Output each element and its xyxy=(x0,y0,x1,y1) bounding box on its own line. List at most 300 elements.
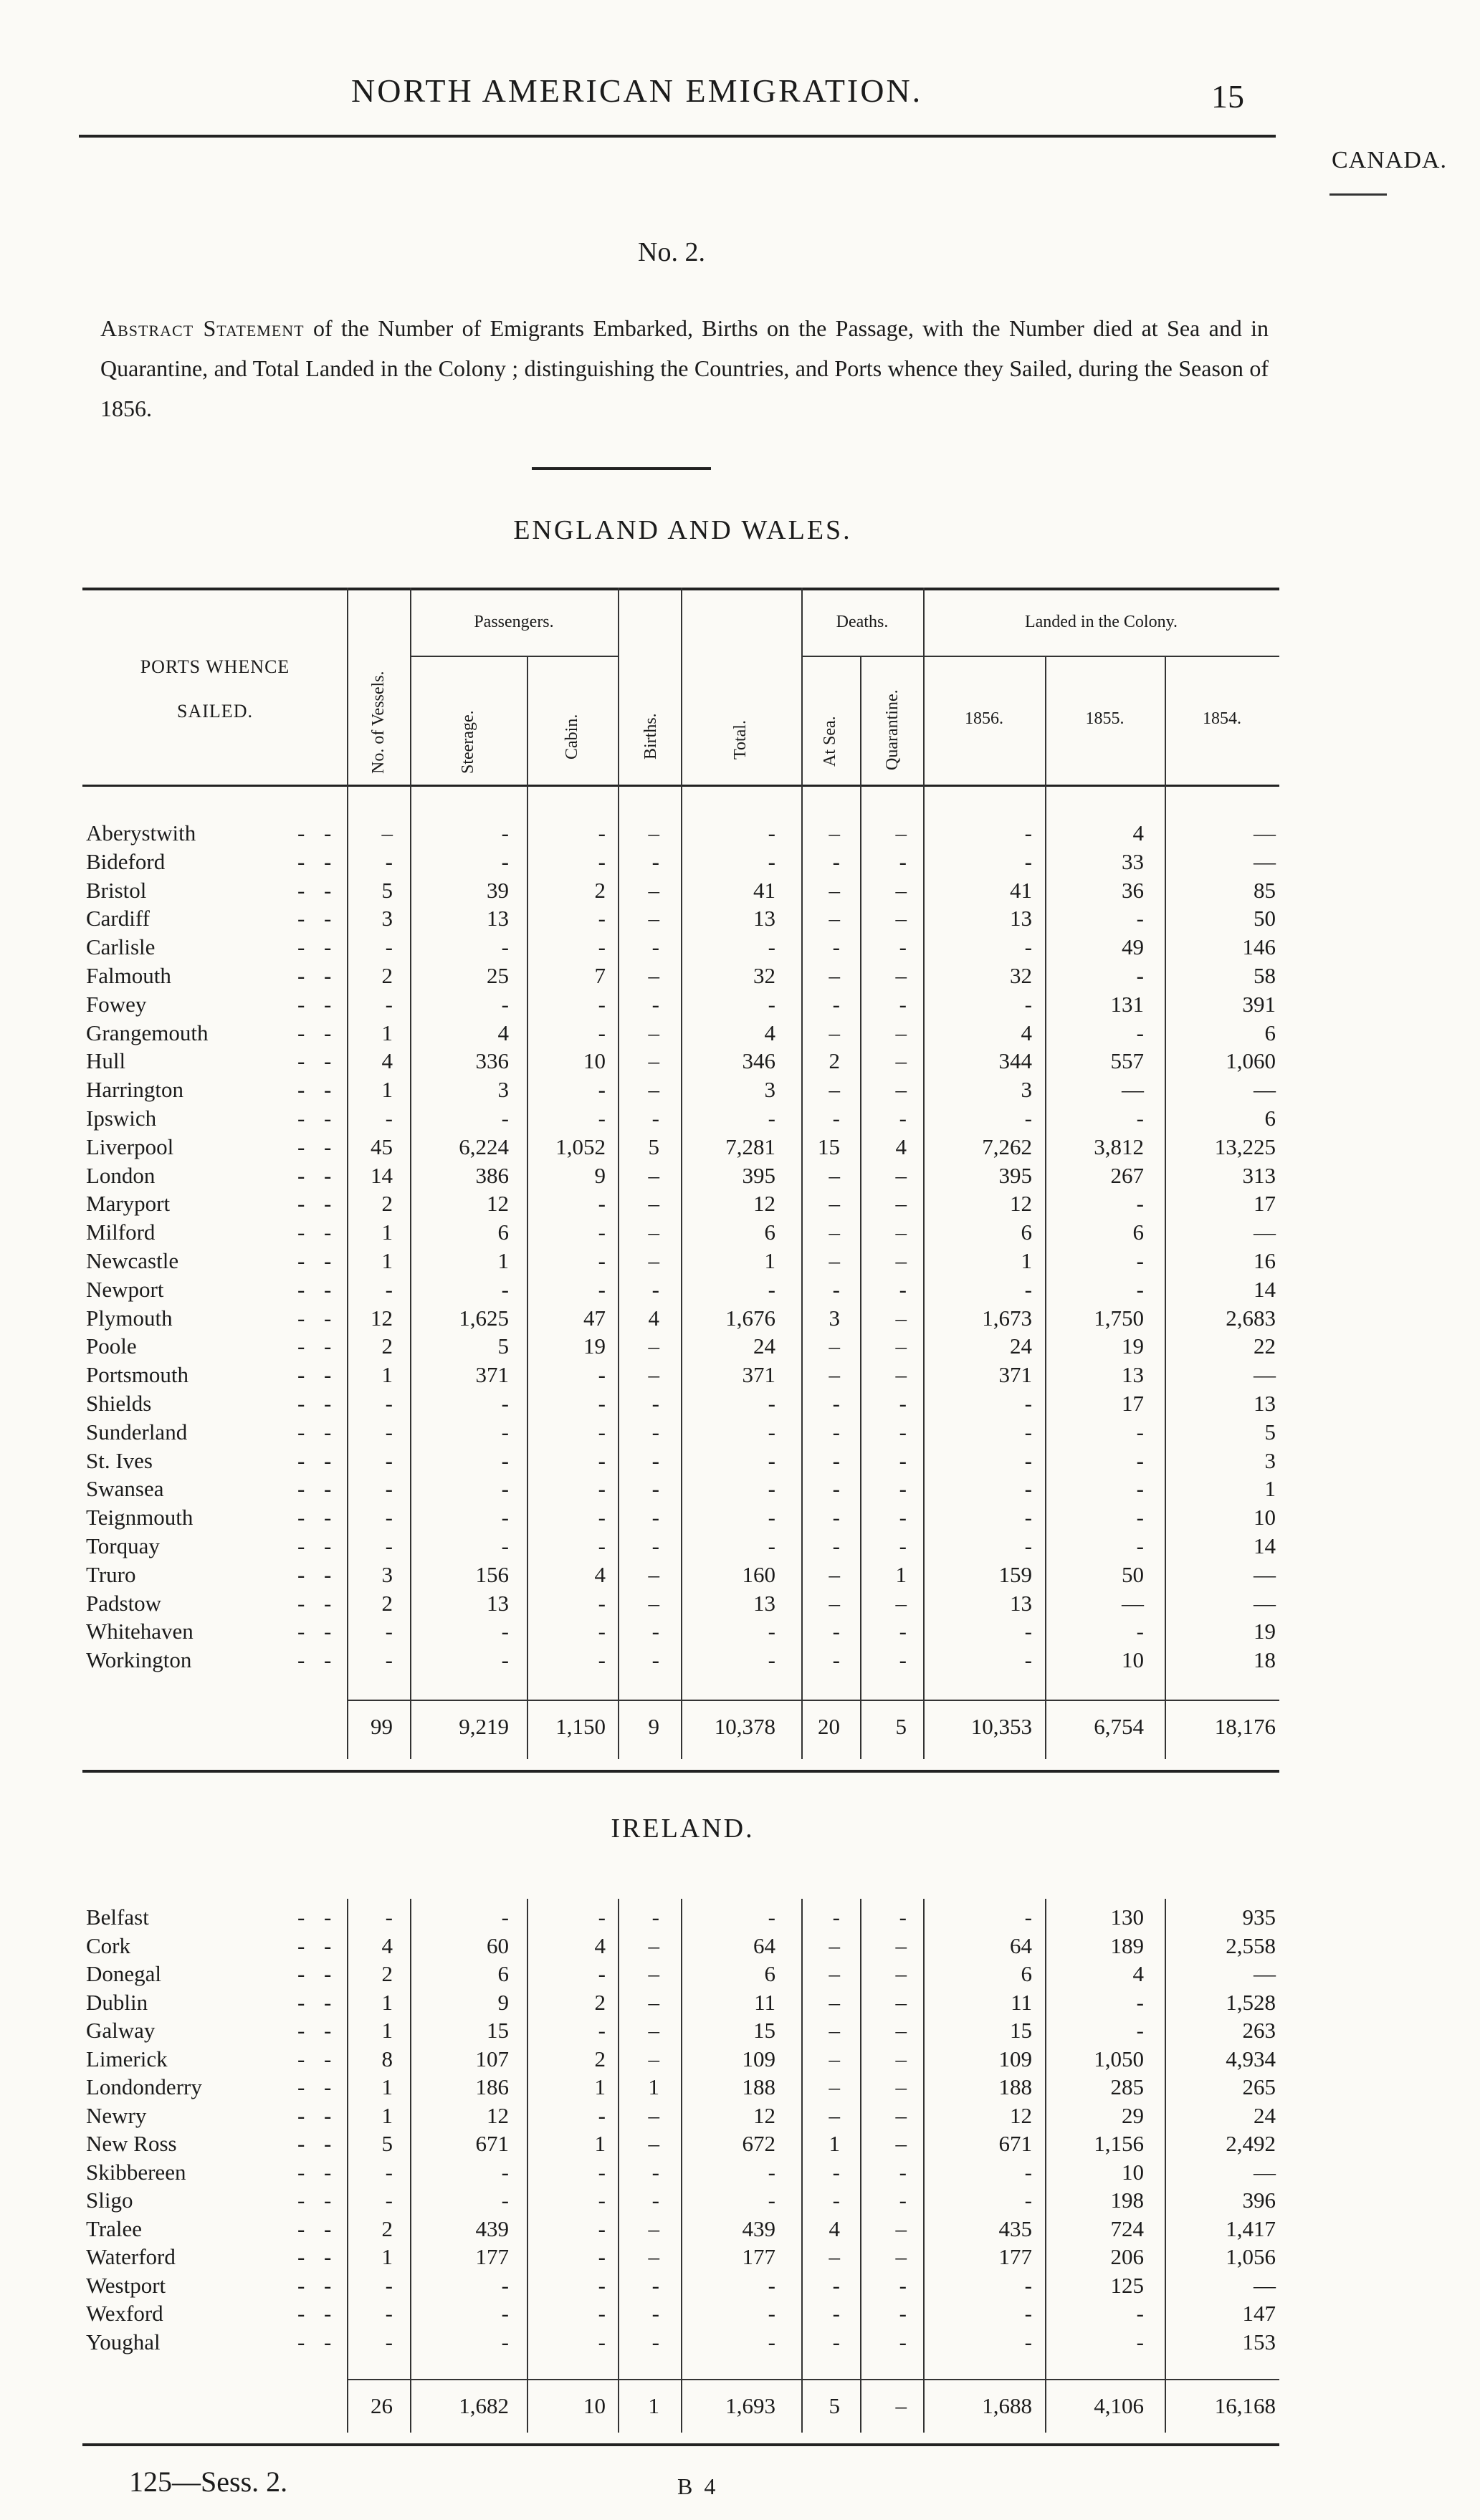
cell-at-sea: 2 xyxy=(829,1048,840,1073)
cell-quarantine: – xyxy=(895,1990,907,2015)
cell-total: 371 xyxy=(742,1362,775,1387)
cell-l1856: - xyxy=(1024,1533,1032,1558)
cell-steerage: - xyxy=(501,1619,509,1644)
cell-quarantine: – xyxy=(895,2103,907,2128)
cell-total: 24 xyxy=(753,1333,775,1359)
cell-cabin: - xyxy=(598,934,606,959)
cell-births: – xyxy=(648,2131,659,2156)
cell-l1856: 12 xyxy=(1010,2103,1032,2128)
cell-total: - xyxy=(768,1505,775,1530)
cell-steerage: 186 xyxy=(475,2074,509,2099)
cell-vessels: - xyxy=(385,1533,393,1558)
leader-dash: - xyxy=(324,2301,332,2326)
cell-steerage: - xyxy=(501,934,509,959)
cell-l1854: 58 xyxy=(1254,963,1276,988)
cell-births: – xyxy=(648,2216,659,2241)
cell-total: 12 xyxy=(753,1191,775,1216)
cell-at-sea: – xyxy=(829,1020,840,1045)
cell-cabin: 7 xyxy=(594,963,606,988)
cell-l1854: 146 xyxy=(1242,934,1276,959)
totals-row xyxy=(0,1714,1480,1743)
cell-cabin: - xyxy=(598,2103,606,2128)
port-name: Maryport xyxy=(86,1191,171,1216)
total-l1856: 10,353 xyxy=(970,1714,1032,1739)
cell-at-sea: – xyxy=(829,1591,840,1616)
cell-l1854: 14 xyxy=(1254,1277,1276,1302)
leader-dash: - xyxy=(324,1191,332,1216)
leader-dash: - xyxy=(324,849,332,874)
vessels-header: No. of Vessels. xyxy=(369,671,388,774)
total-steerage: 1,682 xyxy=(459,2393,509,2418)
total-at-sea: 20 xyxy=(818,1714,840,1739)
table-row xyxy=(0,1248,1480,1277)
landed-subrule xyxy=(923,656,1279,657)
cell-births: – xyxy=(648,1163,659,1188)
cell-l1856: 15 xyxy=(1010,2018,1032,2043)
port-name: Torquay xyxy=(86,1533,160,1558)
port-name: Cork xyxy=(86,1933,130,1958)
cell-at-sea: – xyxy=(829,906,840,931)
cell-quarantine: - xyxy=(899,1277,907,1302)
cell-l1854: — xyxy=(1254,1077,1276,1102)
port-name: Waterford xyxy=(86,2244,176,2269)
cell-at-sea: - xyxy=(832,1905,840,1930)
cell-cabin: - xyxy=(598,1419,606,1445)
cell-quarantine: – xyxy=(895,2046,907,2071)
cabin-header: Cabin. xyxy=(563,714,581,760)
header-1854: 1854. xyxy=(1203,709,1241,728)
cell-at-sea: - xyxy=(832,1277,840,1302)
cell-l1855: — xyxy=(1122,1591,1144,1616)
cell-vessels: 1 xyxy=(381,2074,393,2099)
cell-births: – xyxy=(648,2244,659,2269)
cell-births: – xyxy=(648,1248,659,1273)
cell-quarantine: – xyxy=(895,1220,907,1245)
cell-at-sea: - xyxy=(832,2188,840,2213)
cell-births: - xyxy=(651,992,659,1017)
cell-cabin: - xyxy=(598,1591,606,1616)
cell-cabin: - xyxy=(598,2329,606,2354)
cell-total: 6 xyxy=(764,1961,775,1986)
cell-vessels: 1 xyxy=(381,1362,393,1387)
leader-dash: - xyxy=(297,1562,305,1587)
port-name: Donegal xyxy=(86,1961,162,1986)
leader-dash: - xyxy=(297,1020,305,1045)
cell-vessels: 1 xyxy=(381,2244,393,2269)
leader-dash: - xyxy=(324,1220,332,1245)
cell-l1855: 29 xyxy=(1122,2103,1144,2128)
cell-cabin: - xyxy=(598,849,606,874)
table-row xyxy=(0,2244,1480,2273)
cell-l1854: 1 xyxy=(1264,1476,1276,1501)
cell-quarantine: - xyxy=(899,849,907,874)
cell-births: - xyxy=(651,2273,659,2298)
cell-quarantine: – xyxy=(895,1362,907,1387)
cell-cabin: - xyxy=(598,1362,606,1387)
cell-l1856: 41 xyxy=(1010,878,1032,903)
cell-l1855: 3,812 xyxy=(1094,1134,1144,1159)
cell-vessels: – xyxy=(381,820,393,845)
port-name: Cardiff xyxy=(86,906,150,931)
port-name: Youghal xyxy=(86,2329,161,2354)
cell-total: 7,281 xyxy=(725,1134,775,1159)
table-row xyxy=(0,878,1480,906)
cell-births: - xyxy=(651,849,659,874)
cell-quarantine: - xyxy=(899,1391,907,1416)
cell-cabin: - xyxy=(598,2273,606,2298)
cell-l1855: - xyxy=(1136,1419,1144,1445)
cell-vessels: - xyxy=(385,1419,393,1445)
cell-cabin: 9 xyxy=(594,1163,606,1188)
totals-rule xyxy=(347,2379,1279,2380)
cell-steerage: - xyxy=(501,2188,509,2213)
cell-cabin: - xyxy=(598,2018,606,2043)
leader-dash: - xyxy=(297,2046,305,2071)
total-cabin: 1,150 xyxy=(555,1714,606,1739)
cell-total: - xyxy=(768,934,775,959)
cell-l1855: - xyxy=(1136,1277,1144,1302)
port-name: Londonderry xyxy=(86,2074,202,2099)
cell-at-sea: - xyxy=(832,2329,840,2354)
cell-total: 439 xyxy=(742,2216,775,2241)
leader-dash: - xyxy=(297,2131,305,2156)
cell-quarantine: – xyxy=(895,878,907,903)
cell-vessels: - xyxy=(385,2301,393,2326)
cell-vessels: 3 xyxy=(381,906,393,931)
cell-quarantine: - xyxy=(899,1505,907,1530)
leader-dash: - xyxy=(324,1048,332,1073)
cell-l1856: - xyxy=(1024,1391,1032,1416)
leader-dash: - xyxy=(297,1305,305,1331)
cell-steerage: - xyxy=(501,1448,509,1473)
table-row xyxy=(0,1106,1480,1134)
cell-l1854: 4,934 xyxy=(1226,2046,1276,2071)
cell-l1854: 19 xyxy=(1254,1619,1276,1644)
cell-l1856: 671 xyxy=(998,2131,1032,2156)
cell-steerage: 12 xyxy=(487,1191,509,1216)
leader-dash: - xyxy=(324,2244,332,2269)
cell-l1854: — xyxy=(1254,1961,1276,1986)
cell-steerage: 6 xyxy=(497,1961,509,1986)
cell-l1856: - xyxy=(1024,2188,1032,2213)
cell-cabin: - xyxy=(598,1905,606,1930)
cell-vessels: 1 xyxy=(381,1020,393,1045)
cell-l1856: 1 xyxy=(1021,1248,1032,1273)
cell-vessels: 12 xyxy=(371,1305,393,1331)
cell-total: - xyxy=(768,2188,775,2213)
cell-at-sea: – xyxy=(829,878,840,903)
section-title-england: ENGLAND AND WALES. xyxy=(513,515,852,545)
cell-total: 6 xyxy=(764,1220,775,1245)
cell-steerage: - xyxy=(501,1106,509,1131)
table-row xyxy=(0,2018,1480,2046)
cell-l1854: 2,558 xyxy=(1226,1933,1276,1958)
cell-at-sea: – xyxy=(829,2244,840,2269)
cell-vessels: - xyxy=(385,1905,393,1930)
cell-steerage: 3 xyxy=(497,1077,509,1102)
table-row xyxy=(0,2273,1480,2301)
cell-quarantine: – xyxy=(895,2018,907,2043)
cell-births: - xyxy=(651,1419,659,1445)
cell-cabin: - xyxy=(598,820,606,845)
cell-cabin: 4 xyxy=(594,1562,606,1587)
cell-births: – xyxy=(648,2103,659,2128)
cell-vessels: 2 xyxy=(381,963,393,988)
cell-vessels: 14 xyxy=(371,1163,393,1188)
leader-dash: - xyxy=(297,1505,305,1530)
table-row xyxy=(0,2074,1480,2103)
leader-dash: - xyxy=(324,1533,332,1558)
port-name: Padstow xyxy=(86,1591,162,1616)
cell-l1855: 198 xyxy=(1110,2188,1144,2213)
cell-l1854: 263 xyxy=(1242,2018,1276,2043)
cell-at-sea: - xyxy=(832,992,840,1017)
leader-dash: - xyxy=(297,1391,305,1416)
leader-dash: - xyxy=(324,2018,332,2043)
leader-dash: - xyxy=(324,992,332,1017)
cell-quarantine: 4 xyxy=(895,1134,907,1159)
cell-at-sea: – xyxy=(829,1333,840,1359)
table-row xyxy=(0,1048,1480,1077)
port-name: Sunderland xyxy=(86,1419,188,1445)
cell-l1856: 11 xyxy=(1011,1990,1032,2015)
cell-l1855: 1,750 xyxy=(1094,1305,1144,1331)
port-name: Shields xyxy=(86,1391,152,1416)
table-row xyxy=(0,1419,1480,1448)
cell-births: - xyxy=(651,1505,659,1530)
cell-total: - xyxy=(768,1391,775,1416)
cell-total: - xyxy=(768,2329,775,2354)
cell-l1854: 935 xyxy=(1242,1905,1276,1930)
cell-quarantine: – xyxy=(895,2131,907,2156)
cell-l1855: - xyxy=(1136,2018,1144,2043)
port-name: Plymouth xyxy=(86,1305,173,1331)
cell-l1855: — xyxy=(1122,1077,1144,1102)
cell-l1854: 153 xyxy=(1242,2329,1276,2354)
cell-cabin: 10 xyxy=(583,1048,606,1073)
cell-cabin: - xyxy=(598,1448,606,1473)
cell-vessels: 3 xyxy=(381,1562,393,1587)
leader-dash: - xyxy=(297,820,305,845)
cell-births: - xyxy=(651,2188,659,2213)
steerage-header: Steerage. xyxy=(459,710,477,774)
cell-l1854: 147 xyxy=(1242,2301,1276,2326)
cell-quarantine: - xyxy=(899,2188,907,2213)
cell-l1854: — xyxy=(1254,849,1276,874)
cell-l1856: - xyxy=(1024,1619,1032,1644)
cell-l1856: - xyxy=(1024,2160,1032,2185)
cell-total: 672 xyxy=(742,2131,775,2156)
leader-dash: - xyxy=(324,1362,332,1387)
table-row xyxy=(0,2046,1480,2075)
cell-births: – xyxy=(648,1961,659,1986)
cell-at-sea: 3 xyxy=(829,1305,840,1331)
cell-steerage: 1 xyxy=(497,1248,509,1273)
cell-births: – xyxy=(648,1220,659,1245)
cell-l1856: - xyxy=(1024,2301,1032,2326)
cell-steerage: - xyxy=(501,1647,509,1672)
leader-dash: - xyxy=(324,820,332,845)
port-name: Poole xyxy=(86,1333,137,1359)
leader-dash: - xyxy=(297,1333,305,1359)
leader-dash: - xyxy=(297,2160,305,2185)
total-l1856: 1,688 xyxy=(982,2393,1032,2418)
cell-vessels: - xyxy=(385,2188,393,2213)
cell-l1856: - xyxy=(1024,934,1032,959)
cell-l1854: 16 xyxy=(1254,1248,1276,1273)
cell-vessels: 8 xyxy=(381,2046,393,2071)
cell-total: 4 xyxy=(764,1020,775,1045)
cell-births: - xyxy=(651,2301,659,2326)
cell-quarantine: – xyxy=(895,906,907,931)
cell-l1855: 267 xyxy=(1110,1163,1144,1188)
cell-births: - xyxy=(651,1476,659,1501)
cell-l1854: 391 xyxy=(1242,992,1276,1017)
cell-steerage: - xyxy=(501,1476,509,1501)
cell-total: 346 xyxy=(742,1048,775,1073)
cell-steerage: 9 xyxy=(497,1990,509,2015)
cell-l1856: 6 xyxy=(1021,1220,1032,1245)
port-name: Bristol xyxy=(86,878,147,903)
cell-l1856: - xyxy=(1024,2329,1032,2354)
cell-births: 5 xyxy=(648,1134,659,1159)
cell-cabin: - xyxy=(598,1505,606,1530)
port-name: Hull xyxy=(86,1048,126,1073)
cell-steerage: 12 xyxy=(487,2103,509,2128)
cell-births: - xyxy=(651,1391,659,1416)
table-row xyxy=(0,2160,1480,2188)
cell-total: - xyxy=(768,1419,775,1445)
table-row xyxy=(0,1562,1480,1591)
cell-l1856: - xyxy=(1024,1476,1032,1501)
cell-births: – xyxy=(648,2018,659,2043)
cell-quarantine: – xyxy=(895,1961,907,1986)
cell-births: – xyxy=(648,1591,659,1616)
table-row xyxy=(0,1077,1480,1106)
cell-births: - xyxy=(651,1448,659,1473)
cell-l1855: 49 xyxy=(1122,934,1144,959)
cell-quarantine: - xyxy=(899,934,907,959)
deaths-header: Deaths. xyxy=(836,613,889,631)
cell-l1856: - xyxy=(1024,1647,1032,1672)
cell-l1855: 19 xyxy=(1122,1333,1144,1359)
table-row xyxy=(0,1362,1480,1391)
leader-dash: - xyxy=(324,2046,332,2071)
cell-l1855: - xyxy=(1136,1106,1144,1131)
leader-dash: - xyxy=(297,1933,305,1958)
cell-steerage: - xyxy=(501,1905,509,1930)
port-name: Aberystwith xyxy=(86,820,196,845)
cell-cabin: - xyxy=(598,1619,606,1644)
leader-dash: - xyxy=(297,878,305,903)
leader-dash: - xyxy=(297,1448,305,1473)
cell-vessels: - xyxy=(385,1448,393,1473)
leader-dash: - xyxy=(324,1419,332,1445)
port-name: Skibbereen xyxy=(86,2160,186,2185)
ports-header: PORTS WHENCE SAILED. xyxy=(140,656,290,722)
cell-total: - xyxy=(768,1106,775,1131)
cell-births: – xyxy=(648,1020,659,1045)
leader-dash: - xyxy=(324,1077,332,1102)
cell-at-sea: – xyxy=(829,1077,840,1102)
total-total: 1,693 xyxy=(725,2393,775,2418)
port-name: Sligo xyxy=(86,2188,133,2213)
leader-dash: - xyxy=(324,1134,332,1159)
table-row xyxy=(0,1961,1480,1990)
port-name: Carlisle xyxy=(86,934,156,959)
cell-at-sea: - xyxy=(832,849,840,874)
leader-dash: - xyxy=(297,1248,305,1273)
leader-dash: - xyxy=(324,2329,332,2354)
cell-l1856: 371 xyxy=(998,1362,1032,1387)
leader-dash: - xyxy=(324,963,332,988)
table-row xyxy=(0,1277,1480,1305)
cell-births: – xyxy=(648,878,659,903)
cell-total: 395 xyxy=(742,1163,775,1188)
section-title-ireland: IRELAND. xyxy=(611,1814,755,1844)
cell-steerage: 1,625 xyxy=(459,1305,509,1331)
cell-steerage: - xyxy=(501,1419,509,1445)
cell-quarantine: - xyxy=(899,1448,907,1473)
cell-steerage: 13 xyxy=(487,1591,509,1616)
signature-mark: B 4 xyxy=(677,2473,719,2499)
table-row xyxy=(0,992,1480,1020)
cell-total: 177 xyxy=(742,2244,775,2269)
cell-l1855: 189 xyxy=(1110,1933,1144,1958)
cell-steerage: 15 xyxy=(487,2018,509,2043)
cell-cabin: 1 xyxy=(594,2074,606,2099)
cell-total: 15 xyxy=(753,2018,775,2043)
leader-dash: - xyxy=(324,1020,332,1045)
header-rule xyxy=(79,135,1276,138)
leader-dash: - xyxy=(324,2131,332,2156)
cell-quarantine: – xyxy=(895,963,907,988)
cell-l1855: - xyxy=(1136,1020,1144,1045)
cell-total: 12 xyxy=(753,2103,775,2128)
table-row xyxy=(0,1305,1480,1334)
leader-dash: - xyxy=(297,1533,305,1558)
quarantine-header: Quarantine. xyxy=(883,689,902,770)
cell-l1854: 1,060 xyxy=(1226,1048,1276,1073)
cell-total: - xyxy=(768,2301,775,2326)
cell-l1856: 6 xyxy=(1021,1961,1032,1986)
cell-quarantine: – xyxy=(895,1933,907,1958)
cell-l1855: - xyxy=(1136,906,1144,931)
cell-births: - xyxy=(651,1277,659,1302)
cell-l1855: 36 xyxy=(1122,878,1144,903)
cell-births: - xyxy=(651,1106,659,1131)
cell-l1854: 2,492 xyxy=(1226,2131,1276,2156)
cell-l1854: — xyxy=(1254,2273,1276,2298)
table-row xyxy=(0,1933,1480,1962)
document-number: No. 2. xyxy=(638,237,705,267)
port-name: Swansea xyxy=(86,1476,164,1501)
cell-births: – xyxy=(648,1562,659,1587)
cell-l1856: 1,673 xyxy=(982,1305,1032,1331)
cell-cabin: 2 xyxy=(594,2046,606,2071)
cell-births: – xyxy=(648,1333,659,1359)
leader-dash: - xyxy=(324,1448,332,1473)
cell-cabin: - xyxy=(598,1961,606,1986)
leader-dash: - xyxy=(297,2273,305,2298)
total-quarantine: 5 xyxy=(895,1714,907,1739)
cell-vessels: 2 xyxy=(381,1191,393,1216)
total-at-sea: 5 xyxy=(829,2393,840,2418)
leader-dash: - xyxy=(324,1248,332,1273)
total-steerage: 9,219 xyxy=(459,1714,509,1739)
table-row xyxy=(0,1020,1480,1049)
cell-l1854: — xyxy=(1254,2160,1276,2185)
